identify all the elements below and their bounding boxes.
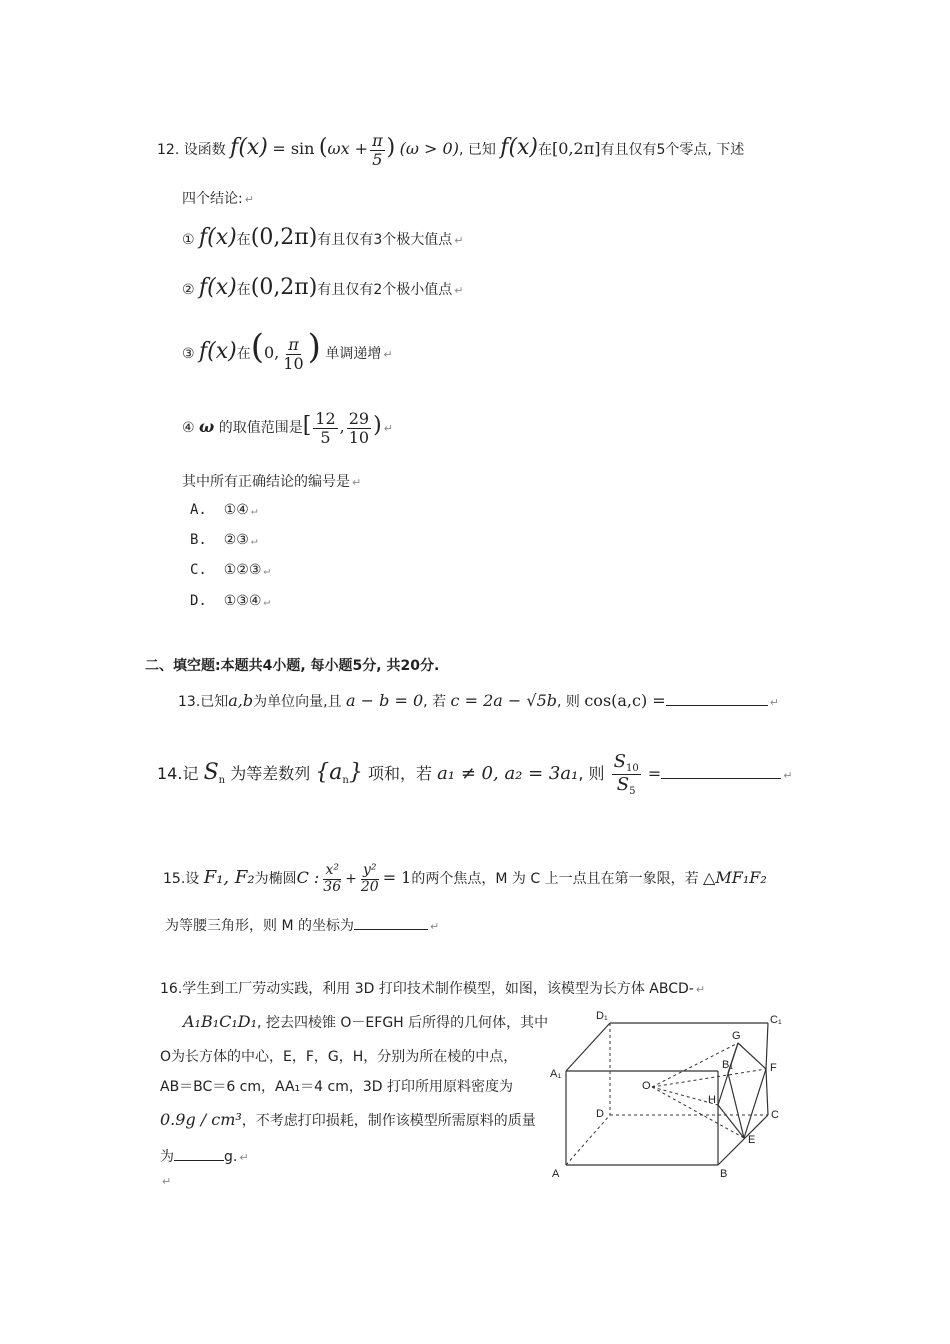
c3-in: 在 [236,346,251,362]
q14-answer-blank[interactable] [661,778,781,779]
q16-number: 16. [160,981,183,997]
label-f: F [770,1062,777,1074]
return-mark: ↵ [250,534,258,547]
return-mark: ↵ [695,983,706,996]
q12-option-c[interactable] [190,562,270,578]
q14-tail: 项和，若 [367,764,432,783]
q16-end-mark [160,1170,171,1189]
q13-unit: 为单位向量,且 [253,694,342,710]
return-mark: ↵ [239,1151,249,1164]
q12-four-text: 四个结论: [182,191,243,207]
c3-paren-open: ( [250,327,264,367]
return-mark: ↵ [250,504,258,517]
q12-conclusion-1 [182,226,464,253]
q12-line1: 12. 设函数 f(x) = sin (ωx + $\frac{\pi}{5}$ ) (ω > 0), 已知 f(x)在[0,2π]有且仅有5个零点, 下述 [157,131,745,169]
c4-fraction-2 [347,410,371,446]
c1-mark: ① [182,232,195,248]
label-e: E [748,1134,756,1146]
label-o: O [642,1080,651,1092]
c2-tail: 有且仅有2个极小值点 [317,282,453,298]
q12-option-a[interactable] [190,502,257,518]
q12-known: , 已知 [458,142,496,159]
option-label: D. [190,593,207,609]
edge-ad [566,1115,610,1165]
q15-d36: 36 [323,878,342,895]
q16-line2 [183,1012,548,1032]
q16-line5 [160,1108,536,1133]
option-label: B. [190,532,207,548]
c4-text: 的取值范围是 [218,420,303,436]
q12-paren-open: ( [318,135,328,161]
q12-fx-2: f(x) [500,135,539,161]
option-value: ①④ [223,502,249,518]
q15-mid: 为椭圆 [254,871,297,887]
q12-tail: 有且仅有5个零点, 下述 [600,142,745,159]
c1-fx: f(x) [199,225,237,250]
return-mark: ↵ [429,920,440,933]
q15-plus: + [345,871,357,887]
q13-then: , 则 [556,694,580,710]
q12-conclusion-2 [182,276,464,303]
c4-mark: ④ [182,420,195,436]
option-value: ②③ [223,532,249,548]
label-b: B [720,1168,728,1180]
q14-line [157,752,792,801]
q16-line5-text: ，不考虑打印损耗，制作该模型所需原料的质量 [241,1113,536,1129]
q13-answer-blank[interactable] [666,705,768,706]
label-d: D [596,1108,604,1120]
c4-fraction-1 [313,410,337,446]
q14-s10-letter: S [613,751,626,772]
q13-number: 13. [178,694,201,710]
c4-bracket-open: [ [302,413,312,438]
c3-ten: 10 [283,353,304,373]
edge-oe [652,1087,744,1138]
q15-frac-x [321,863,343,895]
c3-mark: ③ [182,346,195,362]
q15-tri: △MF₁F₂ [703,868,767,887]
q15-x2: x² [325,862,339,879]
q14-lead: 记 [182,764,199,783]
return-mark: ↵ [383,348,393,361]
c1-in: 在 [236,232,251,248]
option-label: C. [190,562,207,578]
return-mark: ↵ [263,564,270,577]
q14-sn-sub: n [218,775,226,786]
q12-arg: ωx + [327,139,369,159]
q12-ask [182,471,361,491]
q12-lead: 设函数 [183,142,226,159]
q14-cond: a₁ ≠ 0, a₂ = 3a₁ [437,763,579,784]
q15-d20: 20 [360,878,379,895]
q16-line6 [160,1146,249,1166]
return-mark: ↵ [244,193,254,206]
label-c1: C₁ [770,1014,782,1026]
option-value: ①③④ [223,593,262,609]
c4-d1: 5 [320,427,331,447]
q15-lead: 设 [185,871,200,887]
q15-number: 15. [163,871,186,887]
q16-line3: O为长方体的中心，E，F，G，H，分别为所在棱的中点， [160,1049,518,1065]
q15-foci: F₁, F₂ [203,867,255,888]
return-mark: ↵ [162,1175,172,1188]
edge-cb [718,1115,768,1165]
q15-line1 [163,858,767,899]
return-mark: ↵ [783,769,793,782]
q12-conclusion-3 [182,322,393,380]
q16-line1-text: 学生到工厂劳动实践，利用 3D 打印技术制作模型，如图，该模型为长方体 ABCD- [182,981,694,997]
q12-interval: [0,2π] [552,139,601,159]
edge-a1d1 [566,1023,610,1071]
return-mark: ↵ [454,234,464,247]
q12-pi: π [372,131,383,150]
c1-interval: (0,2π) [250,225,318,250]
c4-omega: ω [199,417,215,436]
q14-sn: S [203,760,219,785]
q13-eq1: a − b = 0 [346,691,424,710]
q16-density: 0.9g / cm³ [160,1110,242,1129]
c4-n2: 29 [348,408,370,428]
option-value: ①②③ [223,562,262,578]
q12-ask-text: 其中所有正确结论的编号是 [182,474,350,490]
q14-then: , 则 [578,764,605,783]
c4-d2: 10 [348,427,370,447]
q13-ab: a,b [228,691,254,710]
q13-cos: cos(a,c) = [584,691,666,710]
q15-y2: y² [363,862,377,879]
c2-interval: (0,2π) [250,275,318,300]
q13-line [178,688,779,716]
q13-if: , 若 [423,694,447,710]
c4-comma: , [339,417,345,436]
q12-fraction [370,132,385,168]
q15-line2 [165,915,439,935]
q12-five: 5 [372,149,383,169]
label-d1: D₁ [596,1010,608,1022]
section2-title: 二、填空题:本题共4小题, 每小题5分, 共20分. [145,658,440,674]
q12-four [182,188,254,208]
q14-eq: = [647,764,662,783]
q16-line4: AB＝BC＝6 cm，AA₁＝4 cm，3D 打印所用原料密度为 [160,1079,513,1095]
q16-line2-text: , 挖去四棱锥 O－EFGH 后所得的几何体，其中 [257,1015,549,1031]
c4-paren-close: ) [373,413,382,438]
q12-paren-close: ) [386,135,396,161]
c3-fraction [281,336,305,372]
q16-solid: A₁B₁C₁D₁ [183,1012,258,1031]
q16-line6-a: 为 [160,1149,174,1165]
q13-eq2: c = 2a − √5b [450,691,557,710]
q14-number: 14. [157,764,183,783]
c3-zero: 0, [264,343,280,362]
return-mark: ↵ [352,476,362,489]
q16-line1 [160,978,705,998]
q16-line6-b: g. [224,1149,238,1165]
c3-pi: π [288,334,299,354]
q15-c: C : [296,868,320,887]
q14-s5 [615,775,638,797]
q15-eq1: = 1 [382,868,412,887]
cuboid-figure [540,1005,800,1185]
q15-line2-text: 为等腰三角形，则 M 的坐标为 [165,918,354,934]
edge-fc [766,1069,768,1115]
q14-an-close: } [348,760,363,785]
c3-tail: 单调递增 [325,346,382,362]
c3-paren-close: ) [307,327,321,367]
q14-s10 [612,752,641,775]
q14-an: {a [315,760,343,785]
q15-answer-blank[interactable] [354,929,428,930]
q12-number: 12. [157,142,180,159]
q12-conclusion-4 [182,404,393,451]
q14-mid: 为等差数列 [230,764,311,783]
c3-fx: f(x) [199,339,237,364]
q14-an-sub: n [342,775,349,786]
q12-cond: (ω > 0) [399,139,459,159]
q12-option-b[interactable] [190,532,257,548]
label-c: C [771,1109,779,1121]
q12-eq-sin: = sin [272,139,315,159]
c2-in: 在 [236,282,251,298]
return-mark: ↵ [263,595,270,608]
return-mark: ↵ [454,284,464,297]
label-a1: A₁ [550,1068,562,1080]
return-mark: ↵ [383,422,393,435]
label-g: G [732,1030,741,1042]
c4-n1: 12 [315,408,336,428]
q16-answer-blank[interactable] [174,1160,224,1161]
edge-gf [738,1043,766,1069]
q14-fraction [612,752,641,797]
q12-fx: f(x) [230,135,268,161]
label-h: H [708,1094,716,1106]
label-b1: B₁ [722,1059,734,1071]
edge-c1f [766,1023,768,1069]
q14-s5-sub: 5 [629,786,636,797]
option-label: A. [190,502,207,518]
c2-fx: f(x) [199,275,237,300]
q13-lead: 已知 [200,694,229,710]
q15-tail: 的两个焦点，M 为 C 上一点且在第一象限，若 [411,871,699,887]
c2-mark: ② [182,282,195,298]
q12-option-d[interactable] [190,593,270,609]
q14-s5-letter: S [616,774,630,795]
c1-tail: 有且仅有3个极大值点 [317,232,453,248]
q14-s10-sub: 10 [625,763,639,774]
return-mark: ↵ [769,696,779,709]
label-a: A [552,1168,560,1180]
q15-frac-y [359,863,381,895]
